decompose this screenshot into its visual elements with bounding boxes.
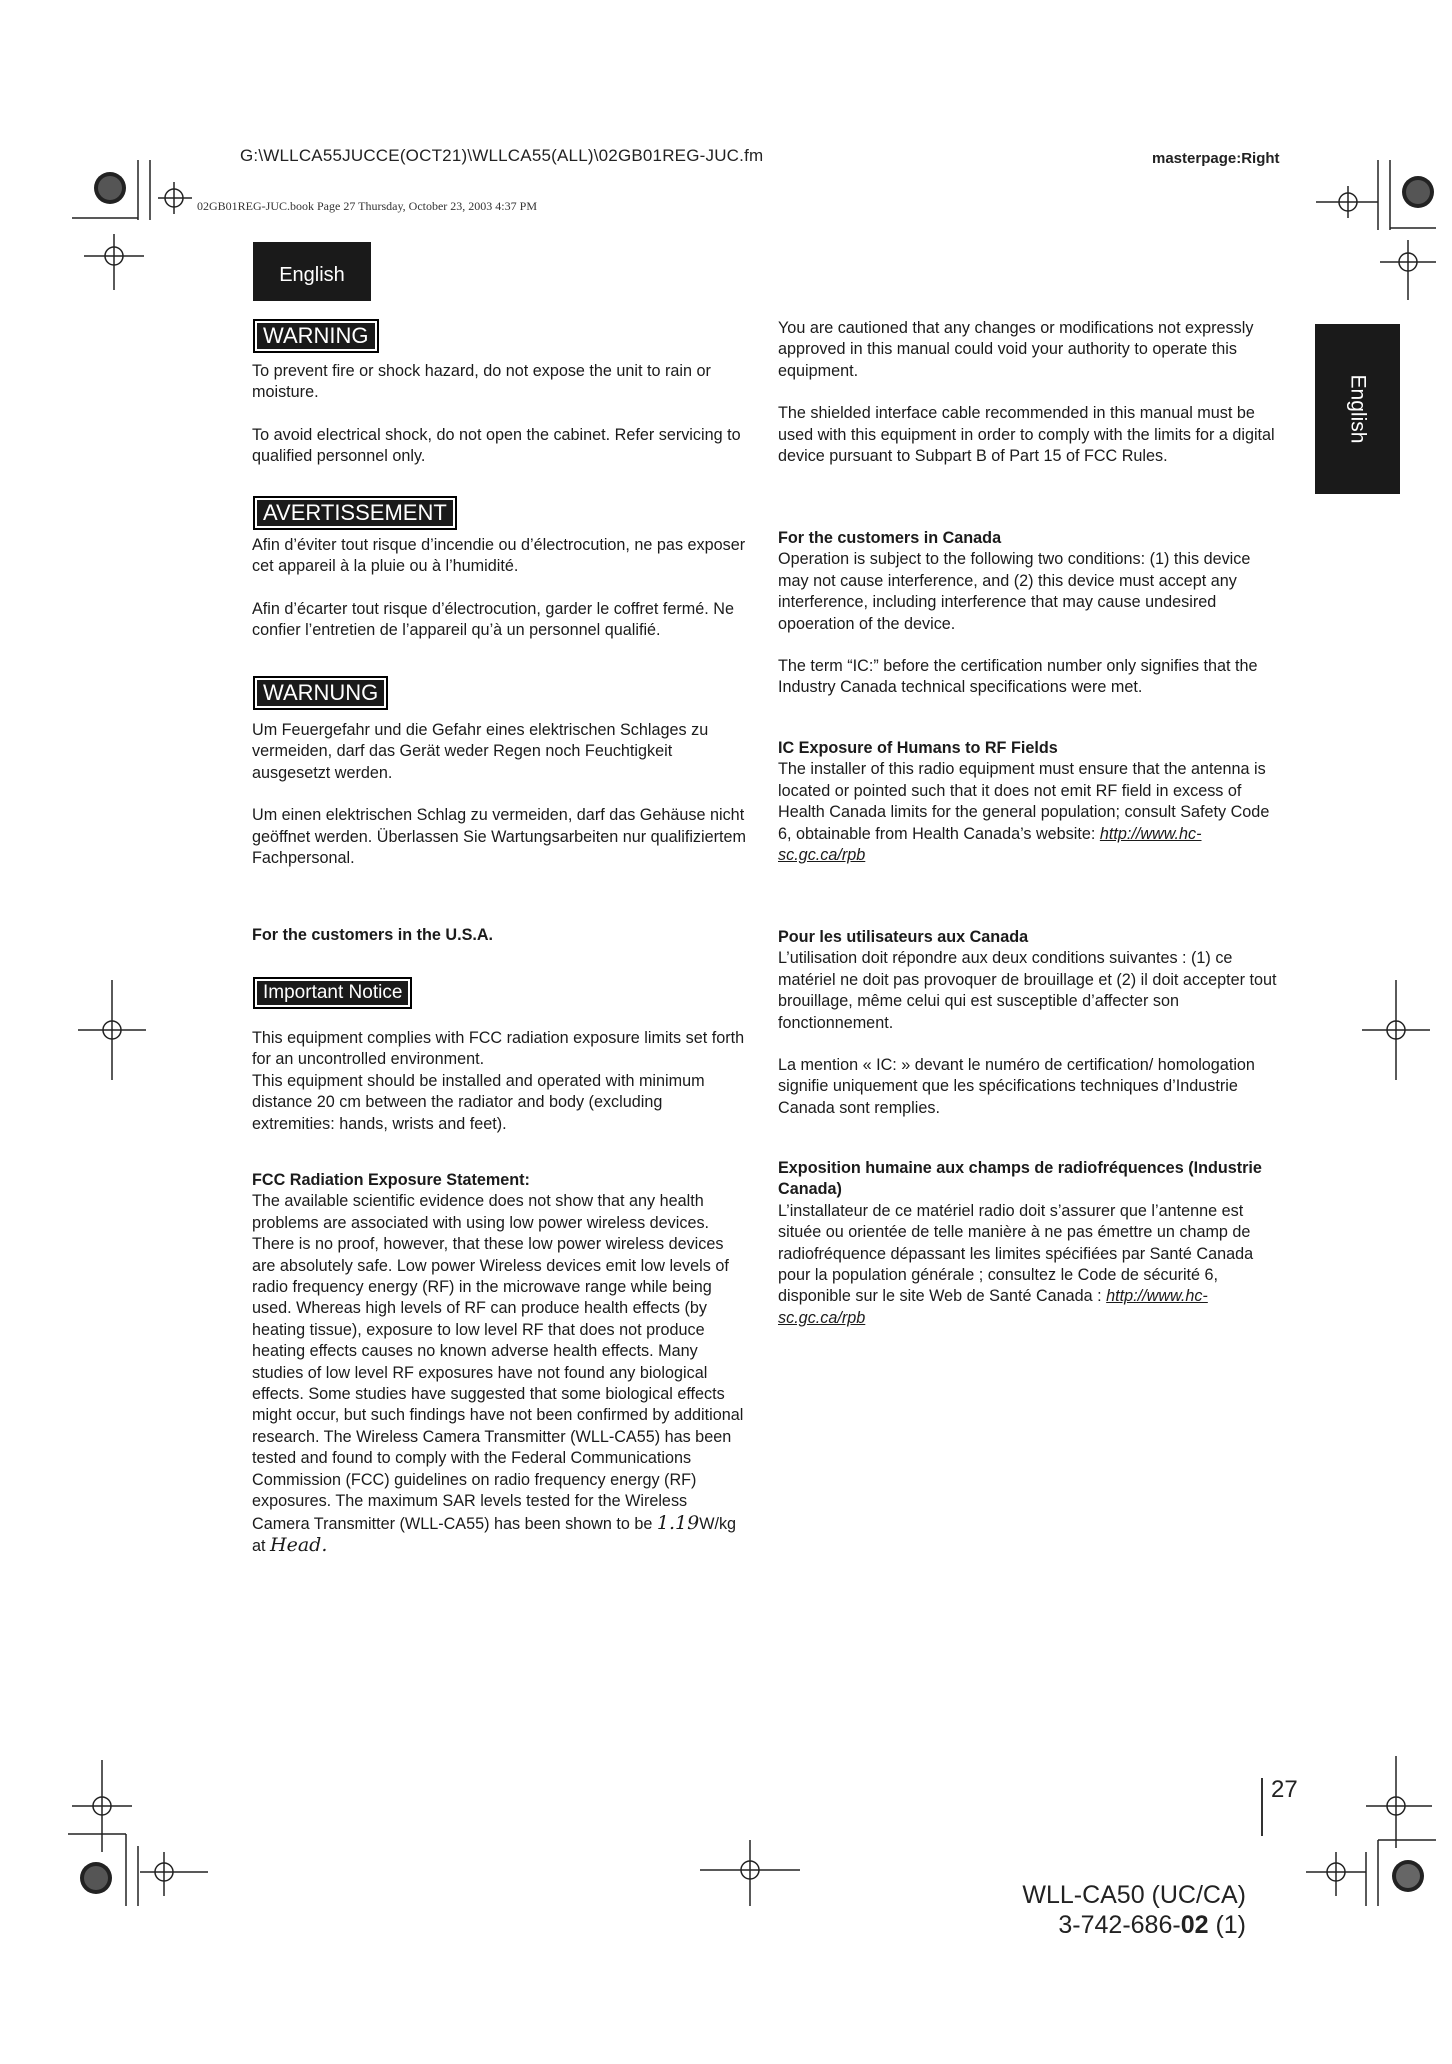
side-language-tab (1315, 324, 1400, 494)
canada-ic-term: The term “IC:” before the certification number only signifies that the Industry Canada technical specifications were met. (778, 657, 1258, 697)
health-canada-link[interactable]: http://www.hc-sc.gc.ca/rpb (778, 824, 1202, 865)
sar-value: 1.19 (656, 1511, 700, 1534)
sante-canada-link[interactable]: http://www.hc-sc.gc.ca/rpb (778, 1287, 1208, 1327)
warning-section (252, 361, 746, 468)
important-notice-paragraph-2: This equipment should be installed and operated with minimum distance 20 cm between the radiator and body (excluding extremities: hands, wrists and feet). (252, 1071, 705, 1133)
page-number-rule (1261, 1778, 1263, 1836)
canada-body: Operation is subject to the following two conditions: (1) this device may not cause interference, and (2) this device must accept any interference, including interference that may cause undesired opoeration of the device. (778, 550, 1251, 633)
registration-mark-bottom-center (700, 1830, 800, 1910)
fcc-statement-body (252, 1191, 746, 1557)
registration-mark-bottom-right (1286, 1756, 1436, 1906)
fcc-statement-heading: FCC Radiation Exposure Statement: (252, 1171, 530, 1189)
caution-section (778, 318, 1278, 467)
exposition-text: L’installateur de ce matériel radio doit s’assurer que l’antenne est située ou orientée de telle manière à ne pas émettre un champ de radiofréquence dépassant les limites spécifiées par Santé Canada pour la population générale ; consultez le Code de sécurité 6, disponible sur le site Web de Santé Canada : (778, 1201, 1254, 1306)
part-number (1020, 1910, 1246, 1940)
ic-exposure-body (778, 759, 1278, 866)
fcc-statement-section (252, 1170, 746, 1557)
usa-heading: For the customers in the U.S.A. (252, 926, 494, 944)
sar-location: Head. (270, 1533, 328, 1556)
warnung-paragraph-1: Um Feuergefahr und die Gefahr eines elektrischen Schlages zu vermeiden, darf das Gerät weder Regen noch Feuchtigkeit ausgesetzt werden. (252, 721, 709, 782)
sar-unit: W/kg at (252, 1514, 737, 1555)
file-path: G:\WLLCA55JUCCE(OCT21)\WLLCA55(ALL)\02GB01REG-JUC.fm (240, 146, 764, 165)
model-info (1020, 1880, 1246, 1940)
canada-section (778, 528, 1278, 699)
masterpage-label: masterpage:Right (1152, 150, 1280, 167)
canada-fr-heading: Pour les utilisateurs aux Canada (778, 928, 1029, 946)
page-number: 27 (1271, 1776, 1298, 1803)
model-name: WLL-CA50 (UC/CA) (1022, 1881, 1246, 1909)
warning-badge: WARNING (254, 320, 378, 352)
registration-mark-mid-left (72, 980, 152, 1080)
avertissement-section (252, 535, 746, 642)
exposition-section (778, 1158, 1278, 1329)
important-notice-badge: Important Notice (254, 978, 411, 1008)
warning-paragraph-2: To avoid electrical shock, do not open the cabinet. Refer servicing to qualified personnel only. (252, 425, 741, 466)
part-number-prefix: 3-742-686- (1058, 1911, 1181, 1939)
canada-fr-ic-term: La mention « IC: » devant le numéro de certification/ homologation signifie uniquement que les spécifications techniques d’Industrie Canada sont remplies. (778, 1056, 1255, 1117)
ic-exposure-heading: IC Exposure of Humans to RF Fields (778, 739, 1058, 757)
important-notice-section (252, 1028, 746, 1135)
shielded-cable-paragraph: The shielded interface cable recommended in this manual must be used with this equipment in order to comply with the limits for a digital device pursuant to Subpart B of Part 15 of FCC Rules. (778, 404, 1275, 466)
warnung-badge: WARNUNG (254, 677, 387, 709)
avertissement-badge: AVERTISSEMENT (254, 497, 456, 529)
canada-fr-section (778, 927, 1278, 1119)
ic-exposure-section (778, 738, 1278, 866)
side-language-tab-label: English (1346, 374, 1370, 444)
caution-paragraph: You are cautioned that any changes or modifications not expressly approved in this manual could void your authority to operate this equipment. (778, 319, 1254, 380)
part-number-suffix: (1) (1208, 1911, 1246, 1939)
canada-fr-body: L’utilisation doit répondre aux deux conditions suivantes : (1) ce matériel ne doit pas provoquer de brouillage et (2) il doit accepter tout brouillage, même celui qui est susceptible d’affecter son fonctionnement. (778, 949, 1277, 1032)
registration-mark-top-left (72, 160, 192, 300)
registration-mark-top-right (1296, 160, 1436, 310)
fcc-statement-text: The available scientific evidence does not show that any health problems are associated with using low power wireless devices. There is no proof, however, that these low power wireless devices are absolutely safe. Low power Wireless devices emit low levels of radio frequency energy (RF) in the microwave range while being used. Whereas high levels of RF can produce health effects (by heating tissue), exposure to low level RF that does not produce heating effects causes no known adverse health effects. Many studies of low level RF exposures have not found any biological effects. Some studies have suggested that some biological effects might occur, but such findings have not been confirmed by additional research. The Wireless Camera Transmitter (WLL-CA55) has been tested and found to comply with the Federal Communications Commission (FCC) guidelines on radio frequency energy (RF) exposures. The maximum SAR levels tested for the Wireless Camera Transmitter (WLL-CA55) has been shown to be (252, 1192, 744, 1533)
avertissement-paragraph-2: Afin d’écarter tout risque d’électrocution, garder le coffret fermé. Ne confier l’entretien de l’appareil qu’à un personnel qualifié. (252, 599, 734, 640)
warnung-paragraph-2: Um einen elektrischen Schlag zu vermeiden, darf das Gehäuse nicht geöffnet werden. Überlassen Sie Wartungsarbeiten nur qualifiziertem Fachpersonal. (252, 806, 746, 868)
part-number-bold: 02 (1180, 1911, 1209, 1939)
exposition-body (778, 1201, 1278, 1329)
language-tab-label: English (279, 264, 345, 286)
exposition-heading: Exposition humaine aux champs de radiofréquences (Industrie Canada) (778, 1159, 1262, 1199)
registration-mark-mid-right (1356, 980, 1436, 1080)
canada-heading: For the customers in Canada (778, 529, 1002, 547)
ic-exposure-text: The installer of this radio equipment must ensure that the antenna is located or pointed such that it does not emit RF field in excess of Health Canada limits for the general population; consult Safety Code 6, obtainable from Health Canada’s website: (778, 760, 1270, 843)
registration-mark-bottom-left (68, 1756, 228, 1906)
print-line: 02GB01REG-JUC.book Page 27 Thursday, October 23, 2003 4:37 PM (197, 199, 537, 213)
important-notice-paragraph-1: This equipment complies with FCC radiation exposure limits set forth for an uncontrolled environment. (252, 1029, 745, 1069)
language-tab (253, 242, 371, 301)
avertissement-paragraph-1: Afin d’éviter tout risque d’incendie ou d’électrocution, ne pas exposer cet appareil à la pluie ou à l’humidité. (252, 536, 746, 576)
warning-paragraph-1: To prevent fire or shock hazard, do not expose the unit to rain or moisture. (252, 362, 711, 402)
warnung-section (252, 720, 746, 869)
